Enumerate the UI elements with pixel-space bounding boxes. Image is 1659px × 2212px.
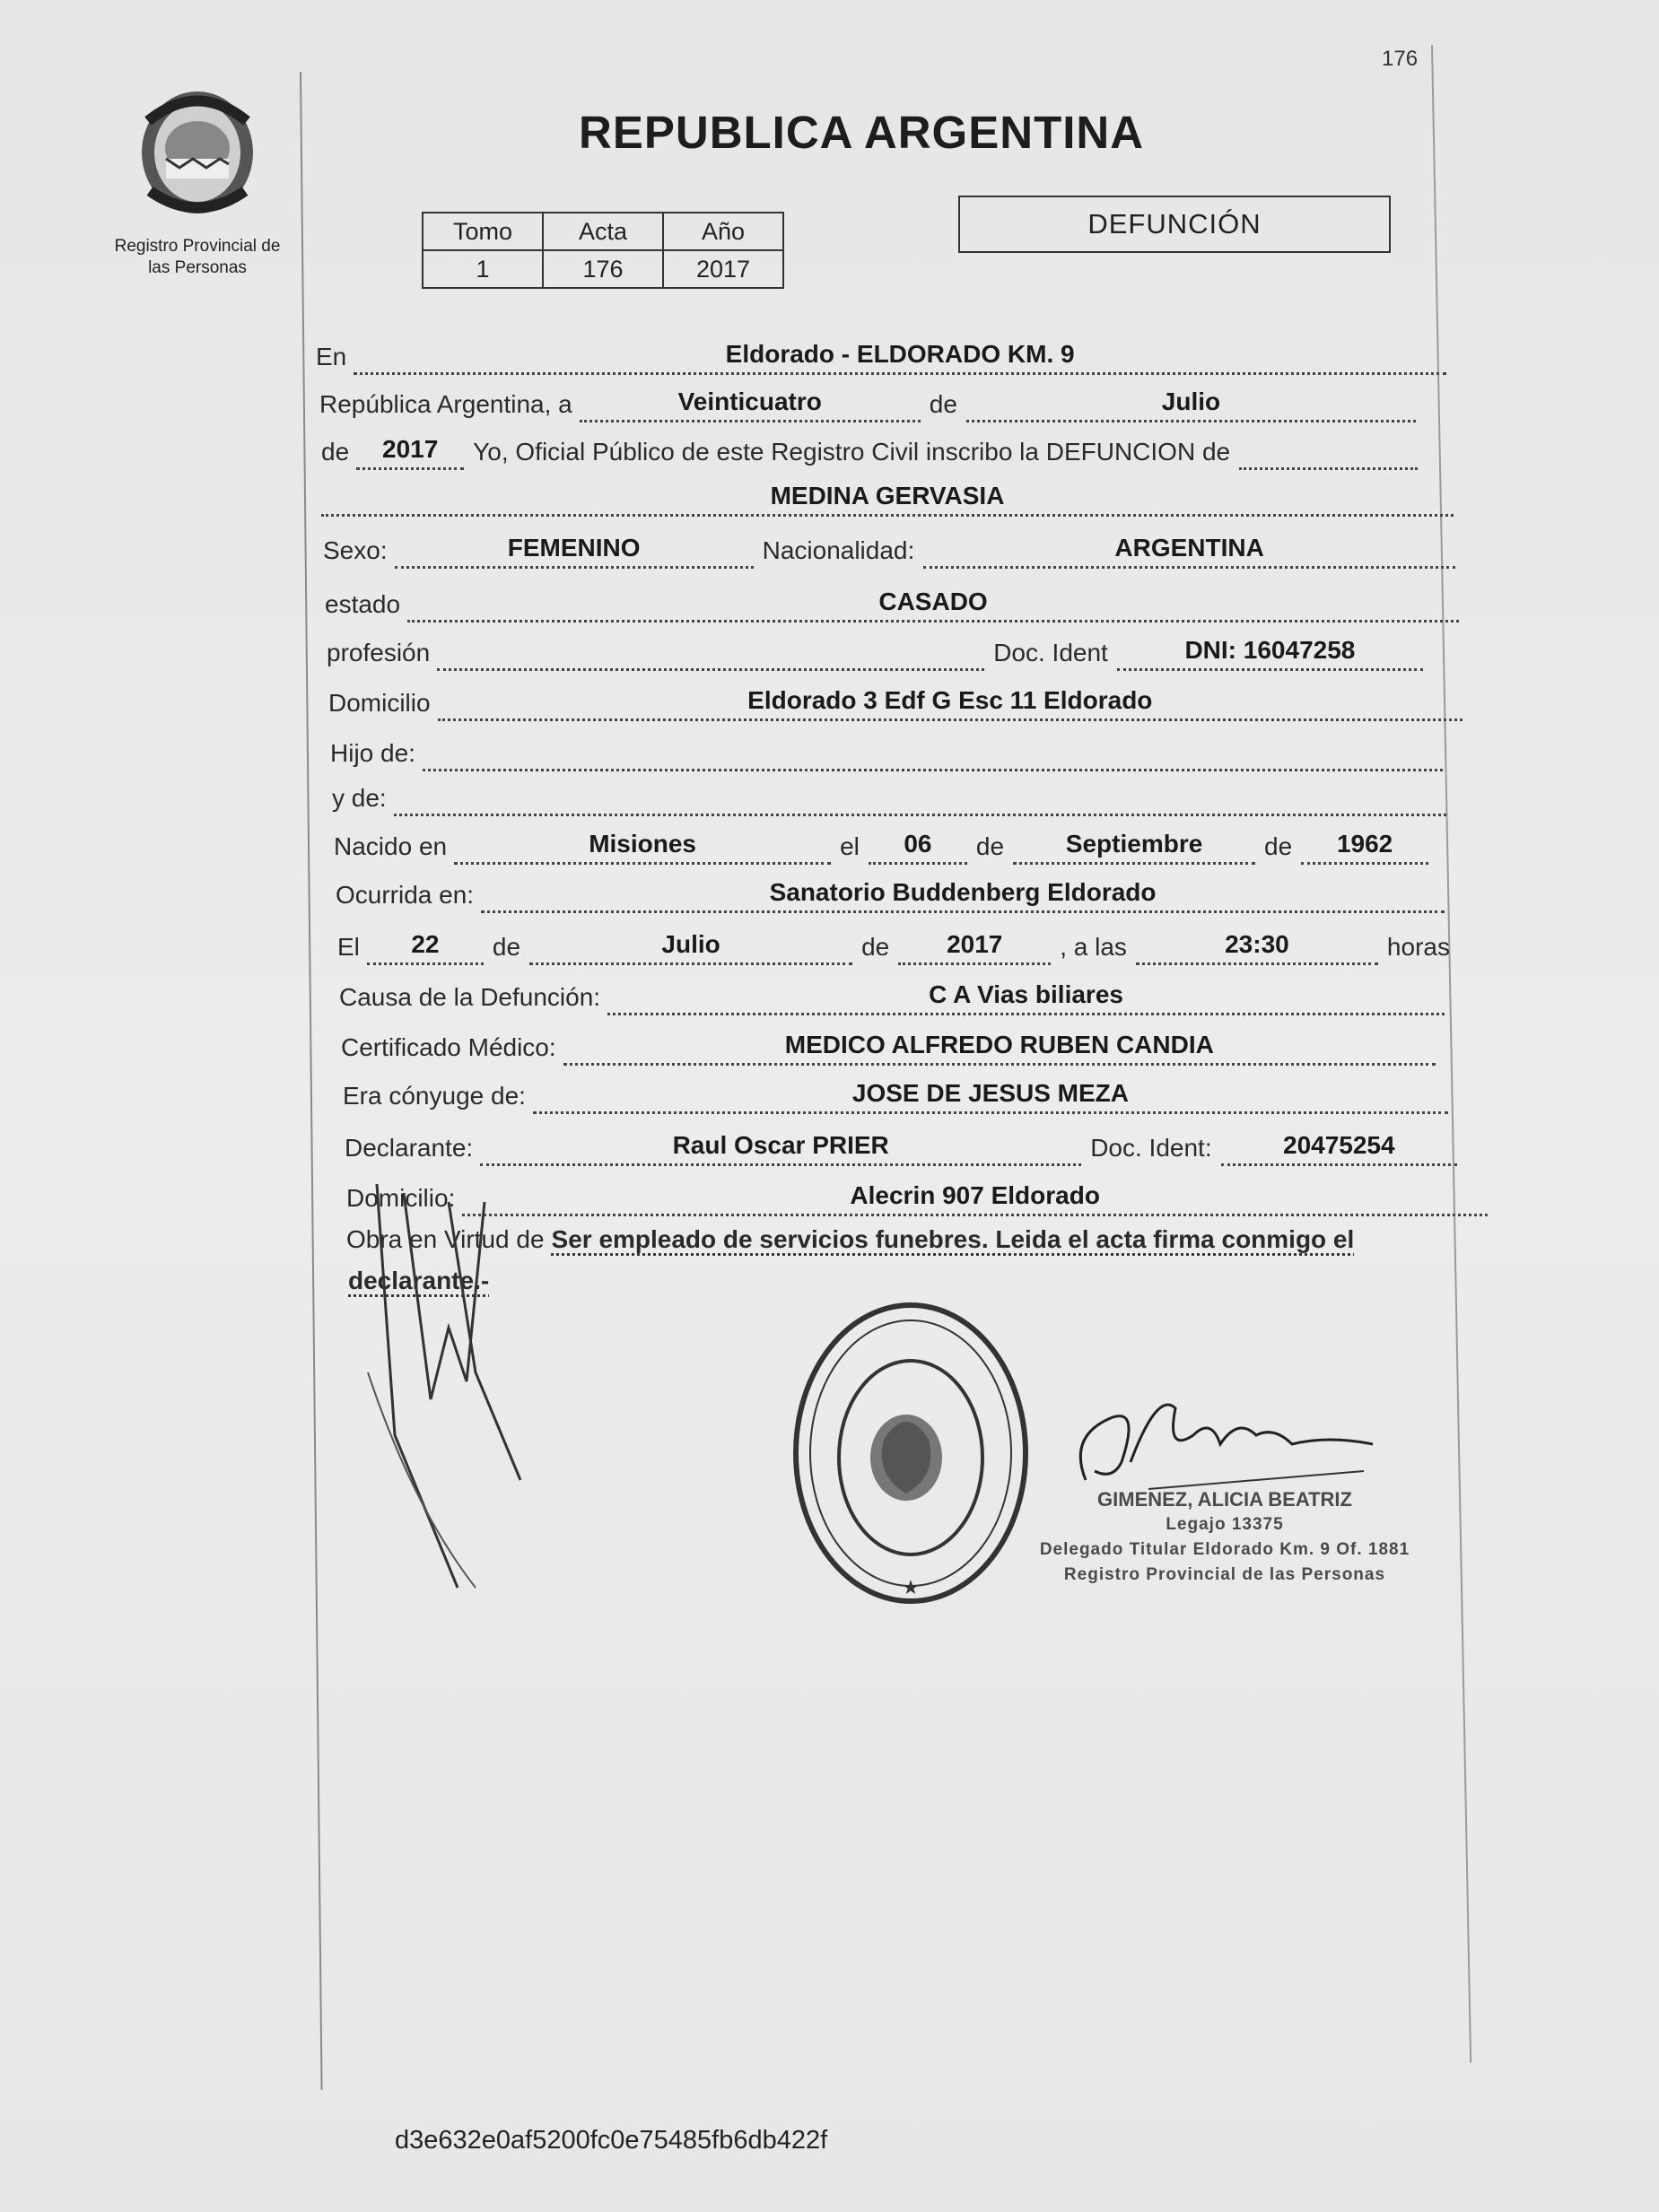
svg-text:★: ★: [902, 1577, 920, 1599]
decl-domicilio-label: Domicilio:: [346, 1184, 456, 1212]
y-de-value: [394, 778, 1446, 816]
row-y-de: [332, 775, 1446, 816]
row-sexo: [323, 527, 1455, 569]
row-en: [316, 334, 1446, 375]
deceased-name: MEDINA GERVASIA: [321, 478, 1454, 517]
birth-day: 06: [869, 826, 967, 865]
officer-stamp-text: [1032, 1487, 1418, 1588]
row-declarante: [345, 1125, 1457, 1166]
declarante-value: Raul Oscar PRIER: [480, 1128, 1081, 1166]
sexo-value: FEMENINO: [395, 530, 754, 569]
horas-label: horas: [1386, 933, 1450, 961]
registry-label-line2: las Personas: [148, 258, 247, 277]
row-estado: [325, 581, 1459, 623]
row-deceased: [321, 475, 1454, 517]
nacionalidad-value: ARGENTINA: [923, 530, 1455, 569]
row-domicilio: [328, 680, 1463, 721]
row-officer: [321, 429, 1418, 470]
record-table: [422, 212, 784, 289]
death-month: Julio: [529, 927, 852, 965]
registry-label: [99, 236, 296, 279]
month-value: Julio: [966, 384, 1416, 422]
decl-domicilio-value: Alecrin 907 Eldorado: [462, 1178, 1488, 1216]
causa-value: C A Vias biliares: [607, 977, 1445, 1015]
death-de1-label: de: [492, 933, 521, 961]
death-el-label: El: [337, 933, 360, 961]
officer-registry: Registro Provincial de las Personas: [1063, 1565, 1386, 1584]
document-type-box: DEFUNCIÓN: [958, 196, 1391, 253]
nacionalidad-label: Nacionalidad:: [762, 536, 915, 564]
record-value-tomo: 1: [423, 250, 543, 288]
domicilio-label: Domicilio: [328, 689, 431, 717]
obra-value-line2: declarante.-: [348, 1267, 490, 1294]
hijo-label: Hijo de:: [330, 739, 415, 767]
death-day: 22: [367, 927, 484, 965]
officer-signature: [1059, 1381, 1400, 1498]
certificado-value: MEDICO ALFREDO RUBEN CANDIA: [563, 1027, 1436, 1066]
y-de-label: y de:: [332, 784, 387, 812]
year-label: de: [321, 438, 350, 466]
record-value-acta: 176: [543, 250, 663, 288]
birth-year: 1962: [1301, 826, 1428, 865]
en-value: Eldorado - ELDORADO KM. 9: [354, 336, 1446, 375]
row-death-date: [337, 924, 1463, 965]
row-hijo: [330, 730, 1443, 771]
death-year: 2017: [898, 927, 1051, 965]
day-value: Veinticuatro: [580, 384, 921, 422]
row-certificado: [341, 1024, 1436, 1066]
officer-name: GIMENEZ, ALICIA BEATRIZ: [1097, 1488, 1352, 1511]
el-label: el: [840, 832, 860, 860]
page-number: 176: [1382, 47, 1419, 71]
officer-legajo: Legajo 13375: [1166, 1515, 1284, 1534]
registry-seal-block: [99, 85, 296, 279]
ocurrida-value: Sanatorio Buddenberg Eldorado: [481, 875, 1445, 913]
de-label: de: [929, 390, 957, 418]
obra-label: Obra en Virtud de: [346, 1225, 545, 1253]
obra-value-line1: Ser empleado de servicios funebres. Leida el acta firma conmigo el: [551, 1225, 1355, 1253]
nacido-label: Nacido en: [334, 832, 448, 860]
record-header-tomo: Tomo: [423, 213, 543, 250]
document-hash: d3e632e0af5200fc0e75485fb6db422f: [395, 2126, 828, 2155]
declarante-label: Declarante:: [345, 1134, 474, 1162]
birth-de2-label: de: [1264, 832, 1293, 860]
profesion-value: [437, 632, 984, 671]
certificado-label: Certificado Médico:: [341, 1033, 556, 1061]
doc-ident-value: DNI: 16047258: [1117, 632, 1423, 671]
officer-text: Yo, Oficial Público de este Registro Civil inscribo la DEFUNCION de: [473, 438, 1231, 466]
birth-de1-label: de: [975, 832, 1005, 860]
sexo-label: Sexo:: [323, 536, 388, 564]
causa-label: Causa de la Defunción:: [339, 983, 601, 1011]
row-profesion: [327, 630, 1423, 671]
decl-doc-value: 20475254: [1221, 1128, 1457, 1166]
row-causa: [339, 974, 1445, 1015]
death-time: 23:30: [1136, 927, 1378, 965]
record-table-value-row: [423, 250, 783, 288]
profesion-label: profesión: [327, 639, 431, 666]
row-ocurrida: [336, 872, 1445, 913]
official-stamp: [785, 1296, 1036, 1610]
row-conyuge: [343, 1073, 1448, 1114]
ocurrida-label: Ocurrida en:: [336, 881, 475, 909]
domicilio-value: Eldorado 3 Edf G Esc 11 Eldorado: [438, 683, 1463, 721]
declarant-signature: [341, 1166, 538, 1597]
conyuge-value: JOSE DE JESUS MEZA: [533, 1076, 1448, 1114]
row-republica: [319, 381, 1416, 422]
provincial-seal-icon: [130, 85, 265, 220]
row-nacido: [334, 823, 1428, 865]
registry-label-line1: Registro Provincial de: [114, 237, 281, 256]
hijo-value: [423, 733, 1443, 771]
birth-month: Septiembre: [1013, 826, 1255, 865]
estado-label: estado: [325, 590, 401, 618]
officer-role: Delegado Titular Eldorado Km. 9 Of. 1881: [1039, 1540, 1410, 1559]
decl-doc-label: Doc. Ident:: [1090, 1134, 1212, 1162]
record-table-header-row: [423, 213, 783, 250]
republica-label: República Argentina, a: [319, 390, 572, 418]
estado-value: CASADO: [407, 584, 1459, 623]
page-title: REPUBLICA ARGENTINA: [579, 107, 1145, 158]
death-de2-label: de: [861, 933, 890, 961]
year-value: 2017: [356, 431, 464, 470]
en-label: En: [316, 343, 347, 370]
record-value-ano: 2017: [663, 250, 783, 288]
record-header-acta: Acta: [543, 213, 663, 250]
officer-blank: [1239, 431, 1418, 470]
conyuge-label: Era cónyuge de:: [343, 1082, 526, 1110]
record-header-ano: Año: [663, 213, 783, 250]
nacido-value: Misiones: [454, 826, 831, 865]
a-las-label: , a las: [1060, 933, 1127, 961]
doc-ident-label: Doc. Ident: [993, 639, 1108, 666]
